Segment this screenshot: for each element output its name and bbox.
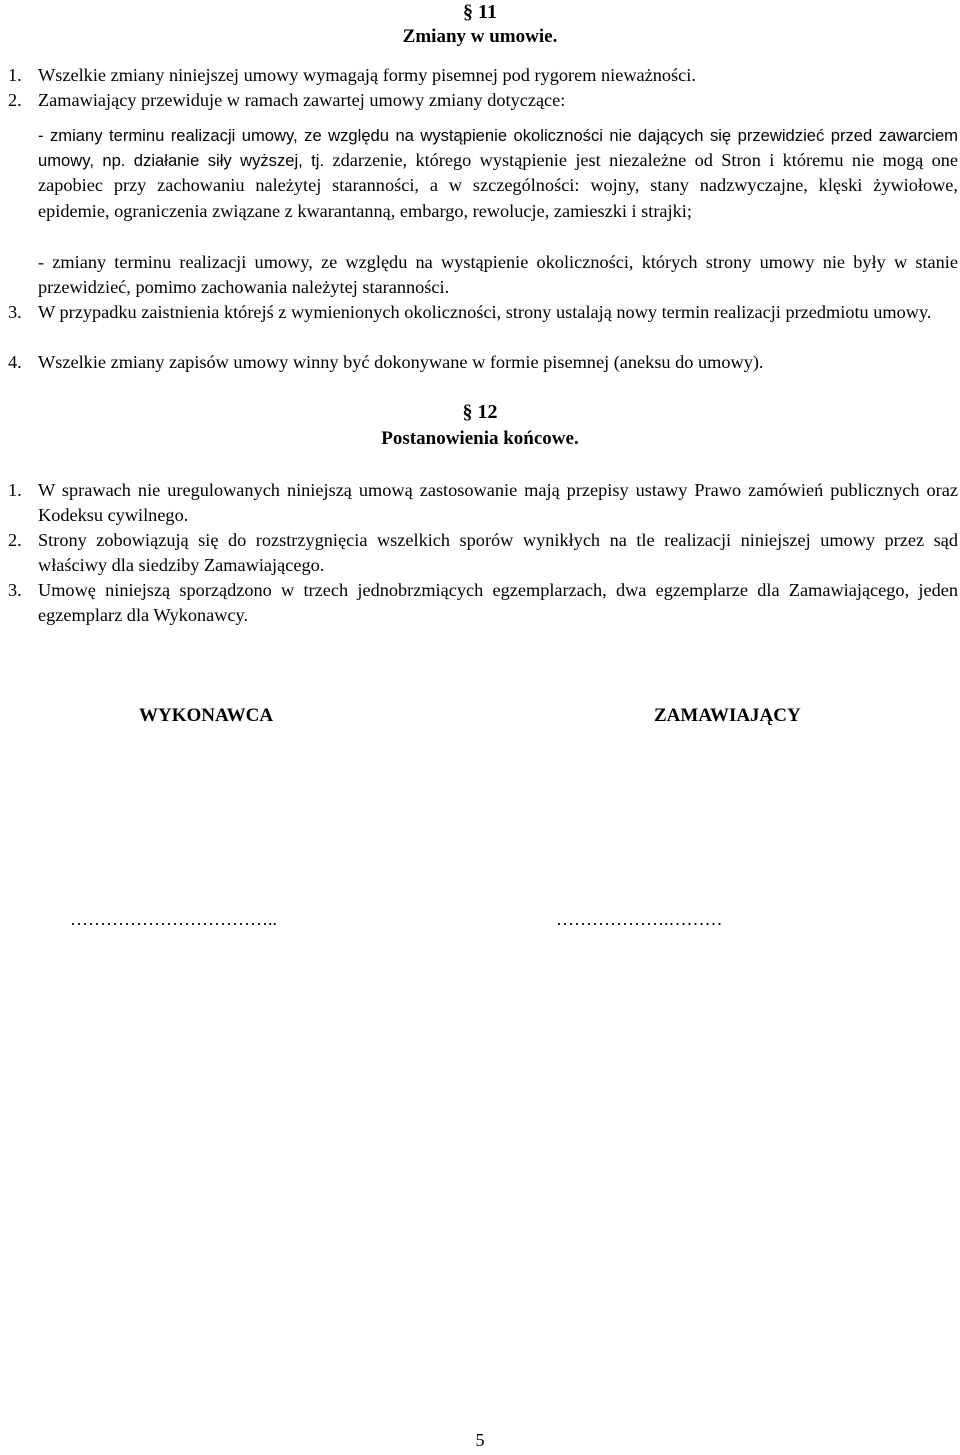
section-11-item-2-bullet-1 [8,123,958,224]
section-11-title: Zmiany w umowie. [402,26,558,47]
section-12-item-1 [8,478,958,528]
client-signature-label: ZAMAWIAJĄCY [654,705,801,726]
item-number: 1. [8,480,22,500]
item-number: 2. [8,530,22,550]
item-text: Wszelkie zmiany niniejszej umowy wymagają formy pisemnej pod rygorem nieważności. [38,65,696,85]
contractor-signature-label: WYKONAWCA [139,705,274,726]
section-11-number: § 11 [463,1,497,23]
section-12-number: § 12 [462,401,498,423]
bullet-1-sans-text: - zmiany terminu realizacji umowy, ze względu na wystąpienie okoliczności nie dających się przewidzieć przed zawarciem umowy, np. działanie siły wyższej, tj. [38,126,958,171]
item-number: 3. [8,302,22,322]
page-number: 5 [475,1430,485,1450]
item-text: W sprawach nie uregulowanych niniejszą umową zastosowanie mają przepisy ustawy Prawo zamówień publicznych oraz Kodeksu cywilnego. [38,480,958,526]
bullet-2-text: - zmiany terminu realizacji umowy, ze względu na wystąpienie okoliczności, których strony umowy nie były w stanie przewidzieć, pomimo zachowania należytej staranności. [38,252,958,298]
item-lead-text: Zamawiający przewiduje w ramach zawartej umowy zmiany dotyczące: [38,90,566,110]
bullet-1-text: zdarzenie, którego wystąpienie jest niezależne od Stron i któremu nie mogą one zapobiec przy zachowaniu należytej staranności, a w szczególności: wojny, stany nadzwyczajne, klęski żywiołowe, epidemie, ograniczenia związane z kwarantanną, embargo, rewolucje, zamieszki i strajki; [38,150,958,221]
section-12-item-3 [8,578,958,628]
item-number: 3. [8,580,22,600]
contractor-signature-line: …………………………….. [70,909,277,929]
item-text: Umowę niniejszą sporządzono w trzech jednobrzmiących egzemplarzach, dwa egzemplarze dla Zamawiającego, jeden egzemplarz dla Wykonawcy. [38,580,958,626]
section-11-item-1 [8,63,958,88]
section-11-item-4 [8,350,958,375]
item-text: W przypadku zaistnienia którejś z wymienionych okoliczności, strony ustalają nowy termin realizacji przedmiotu umowy. [38,302,932,322]
item-text: Wszelkie zmiany zapisów umowy winny być dokonywane w formie pisemnej (aneksu do umowy). [38,352,764,372]
section-12-item-2 [8,528,958,578]
section-12-title: Postanowienia końcowe. [381,428,579,449]
item-number: 4. [8,352,22,372]
item-number: 1. [8,65,22,85]
item-text: Strony zobowiązują się do rozstrzygnięcia wszelkich sporów wynikłych na tle realizacji niniejszej umowy przez sąd właściwy dla siedziby Zamawiającego. [38,530,958,576]
section-11-item-3 [8,300,958,325]
client-signature-line: ……………….……… [556,909,723,929]
section-11-item-2 [8,88,958,113]
item-number: 2. [8,90,22,110]
section-11-item-2-bullet-2 [8,250,958,300]
